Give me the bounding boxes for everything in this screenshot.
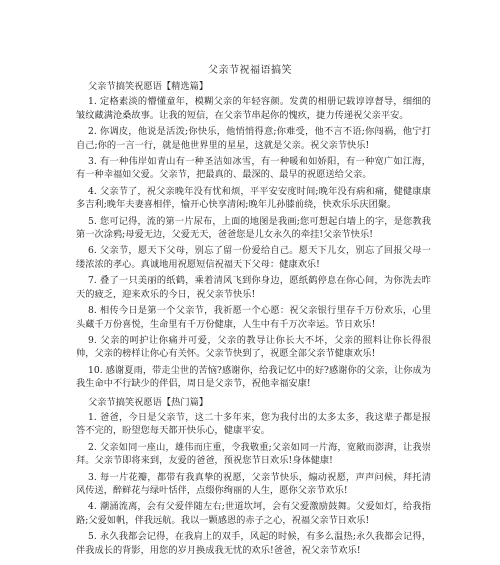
section-heading: 父亲节搞笑祝愿语【精选篇】 — [88, 81, 209, 92]
paragraph: 2. 父亲如同一座山，雄伟而庄重，令我敬重;父亲如同一片海，宽敞而澎湃，让我崇拜。父亲节即将来到，友爱的爸爸，预祝您节日欢乐!身体健康! — [76, 441, 431, 467]
paragraph: 1. 定格素淡的懵懂童年，模糊父亲的年轻容颜。发黄的相册记载谆谆督导，细细的皱纹藏满沧桑故事。让我的短信，在父亲节串起你的愧疚，捷力传递祝父亲平安。 — [76, 96, 431, 121]
paragraph: 6. 父亲节，愿天下父母，别忘了留一份爱给自己。愿天下儿女，别忘了回报父母一缕浓浓的孝心。真诚地用祝愿短信祝福天下父母：健康欢乐! — [76, 245, 431, 270]
paragraph: 10. 感谢夏雨，带走尘世的苦恼?感谢你，给我记忆中的好?感谢你的父亲，让你成为我生命中不行缺少的伴侣，周日是父亲节，祝他幸福安康! — [76, 364, 431, 390]
paragraph: 2. 你调皮，他说是活泼;你快乐，他悄悄得意;你难受，他不言不语;你闯祸，他宁打自己;你的一言一行，就是他世界里的星星，这就是父亲。祝父亲节快乐! — [76, 126, 431, 151]
document-body — [76, 80, 431, 560]
section-heading: 父亲节搞笑祝愿语【热门篇】 — [88, 396, 209, 408]
paragraph: 7. 叠了一只美丽的纸鹤，乘着清风飞到你身边，愿纸鹤停息在你心间，为你洗去昨天的疲乏，迎来欢乐的今日，祝父亲节快乐! — [76, 275, 431, 300]
paragraph: 4. 父亲节了，祝父亲晚年没有忧和烦，平平安安度时间;晚年没有病和痛，健健康康多吉利;晚年夫妻喜相伴，愉开心快享清闲;晚年儿孙膝前绕，快欢乐乐庆团聚。 — [76, 185, 431, 211]
paragraph: 4. 潮涌流离，会有父爱伴随左右;世道坎坷，会有父爱激励鼓舞。父爱如灯，给我指路;父爱如帆，伴我远航。我以一颗感恩的赤子之心，祝福父亲节日欢乐! — [76, 501, 431, 526]
paragraph: 5. 永久我都会记得，在我肩上的双手，风起的时候，有多么温热;永久我都会记得，伴我成长的背影，用您的岁月换成我无忧的欢乐!爸爸，祝父亲节欢乐! — [76, 531, 431, 556]
paragraph: 9. 父亲的呵护让你痛并可爱，父亲的教导让你长大不坏，父亲的照料让你长得很帅，父亲的榜样让你心有关怀。父亲节快到了，祝愿全部父亲节健康欢乐! — [76, 334, 431, 360]
paragraph: 1. 爸爸，今日是父亲节，这二十多年来，您为我付出的太多太多，我这辈子都是报答不完的，盼望您每天都开快乐心，健康平安。 — [76, 411, 431, 437]
paragraph: 8. 相传今日是第一个父亲节，我祈愿一个心愿：祝父亲银行里存千万份欢乐，心里头藏千万份喜悦，生命里有千万份健康，人生中有千万次幸运。节日欢乐! — [76, 305, 431, 330]
document-title: 父亲节祝福语搞笑 — [208, 65, 292, 76]
paragraph: 5. 您可记得，流的第一片尿布，上面的地图是我画;您可想起白墙上的字，是您教我第一次涂鸦;母爱无边，父爱无天，爸爸您是儿女永久的牵挂!父亲节快乐! — [76, 215, 431, 241]
paragraph: 3. 每一片花瓣，都带有我真挚的祝愿，父亲节快乐，煽动祝愿，声声问候，拜托清风传送，醉鲜花与绿叶恬伴，点缀你绚丽的人生，愿你父亲节欢乐! — [76, 471, 431, 496]
paragraph: 3. 有一种伟岸如青山有一种圣洁如冰雪，有一种暖和如娇阳，有一种宽广如江海，有一种幸福如父爱。父亲节，把最真的、最深的、最早的祝愿送给父亲。 — [76, 156, 431, 181]
